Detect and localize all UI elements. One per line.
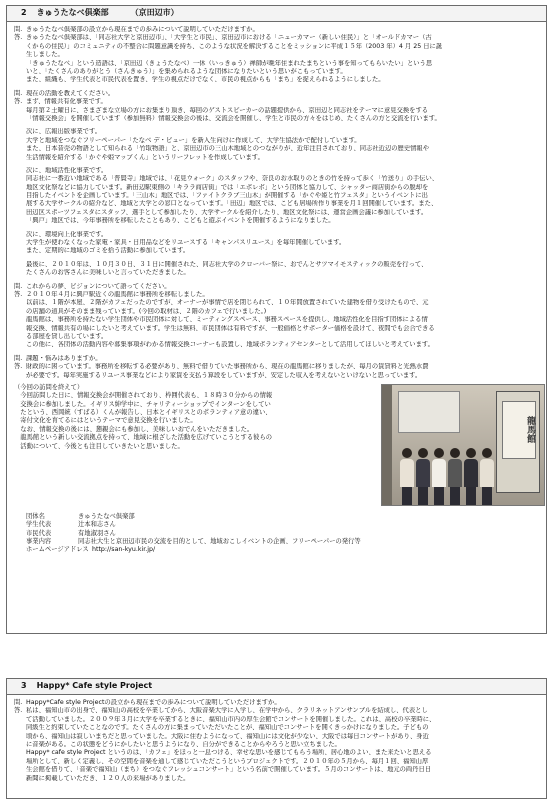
visit-report: [14, 384, 540, 506]
text-line: 同級生と約束していたことなのです。たくさんの方に集まっていただいたことが、福知山でコンサートを開くきっかけになりました。子どもの: [26, 724, 429, 732]
text-line: 新聞に掲載していただき、１２０人の来場がありました。: [26, 774, 190, 782]
text-line: 地区文化祭などに協力しています。新田辺駅東側の「キララ商店街」では「エボレボ」という団体と協力して、シャッター商店街からの脱却を: [26, 183, 429, 191]
answer-label: 答.: [14, 98, 23, 106]
text-line: に音楽がある。この状態をどうにかしたいと思うようになり、自分ができることからやろうと思い立ちました。: [26, 740, 341, 748]
text-line: 次に、地域活性化事業です。: [26, 166, 108, 174]
question-label: 問.: [14, 354, 23, 362]
section-2-title: きゅうたなべ倶楽部: [36, 8, 109, 18]
text-line: まず、情報共有化事業です。: [26, 98, 107, 106]
visit-report-text: [14, 384, 369, 506]
text-line: 次に、広報出版事業です。: [26, 128, 102, 136]
answer-label: 答.: [14, 707, 23, 715]
section-2-qa-list: [14, 26, 540, 380]
text-line: Happy*Cafe style Projectの設立から現在までの歩みについて説明していただけますか。: [26, 699, 281, 706]
visit-text-line: 活動について、今後とも注目していきたいと思いました。: [14, 442, 184, 450]
text-line: 「情報交換会」を開催しています（参加無料）情報交換会の後は、交流会を開催し、学生と市民の方々をはじめ、たくさんの方と交流を行います。: [26, 114, 441, 122]
homepage-link[interactable]: http://san-kyu.kir.jp/: [92, 546, 156, 554]
text-line: この他に、各団体の活動内容や募集事項がわかる情報交換コーナーも設置し、地域ボランティアセンターとして活用してほしいと考えています。: [26, 341, 434, 349]
text-line: 報交換、情報共有の場にしたいと考えています。学生は無料、市民団体は有料ですが、一般価格とサポーター価格を設けて、夜間でも会合できる: [26, 324, 435, 332]
text-line: これからの夢、ビジョンについて語ってください。: [26, 282, 171, 290]
text-line: 次に、環境向上化事業です。: [26, 230, 108, 238]
group-photo: [381, 384, 545, 506]
section-2-location: （京田辺市）: [130, 8, 179, 18]
section-2-body: [6, 22, 547, 634]
question-block: [14, 26, 540, 34]
text-line: たくさんのお客さんに美味しいと言っていただきました。: [26, 269, 190, 277]
text-line: また、組織も、学生代表と市民代表を置き、学生の視点だけでなく、市民の視点からも「まち」を捉えられるようにしました。: [26, 76, 385, 84]
profile-value: 有地淑羽さん: [78, 529, 116, 537]
organization-profile: [26, 513, 540, 555]
visit-text-line: たという、西岡統（すばる）くんが報告し、日本とイギリスとのボランティア意の違い、: [14, 409, 272, 417]
text-line: 財政的に困っています。事務所を移転する必要があり、無料で借りていた事務所から、現在の龍馬館に移りましたが、毎月の賃貸料と光熱水費: [26, 363, 429, 371]
answer-label: 答.: [14, 290, 23, 298]
text-line: 以前は、１階が本屋、２階がカフェだったのですが、オーナーが事情で店を閉じられて、１０年間放置されていた建物を借り受けたもので、元: [26, 299, 429, 307]
question-label: 問.: [14, 26, 23, 33]
section-2-number: 2: [21, 8, 27, 18]
profile-value: きゅうたなべ倶楽部: [78, 512, 135, 520]
section-3-qa-list: [14, 699, 540, 783]
answer-block: [14, 98, 540, 277]
visit-text-line: （今回の訪問を終えて）: [14, 383, 84, 391]
text-line: 「きゅうたなべ」という造語は、「京田辺（きょうたなべ）一休（いっきゅう）禅師が晩年住まれたまちという事を知ってもらいたい」という思: [26, 59, 433, 67]
question-block: [14, 90, 540, 98]
text-line: きゅうたなべ倶楽部の設立から現在までの歩みについて説明していただけますか。: [26, 26, 259, 33]
text-line: 龍馬館は、事務所を持たない学生団体や市民団体に対して、ミーティングスペース、事務スペースを提供し、地域活性化を目指す団体による情: [26, 316, 428, 324]
profile-key: 団体名: [26, 512, 45, 520]
answer-label: 答.: [14, 363, 23, 371]
visit-text-line: 龍馬館という新しい交流拠点を持って、地域に根ざした活動を広げていこうとする彼らの: [14, 434, 273, 442]
text-line: 生活情報を紹介する「かぐや姫マップくん」というリーフレットを作成しています。: [26, 153, 264, 161]
question-block: [14, 699, 540, 707]
text-line: 頃から、福知山は寂しいまちだと思っていました。大阪に住むようになって、福知山には文化が少ない、大阪では毎日コンサートがあり、身近: [26, 732, 429, 740]
text-line: 現在の活動を教えてください。: [26, 89, 115, 97]
text-line: 目指したイベントを企画しています。「三山木」地区では、「ファイトクラブ三山木」が開催する「かぐや姫と竹フェスタ」というイベントに出: [26, 192, 428, 200]
question-block: [14, 355, 540, 363]
text-line: 「興戸」地区では、今年事務所を移転したこともあり、こどもと遊ぶイベントを開催するようになりました。: [26, 217, 335, 225]
section-3-header: [6, 678, 547, 695]
text-line: 生会館を借りて、「音楽で福知山（まち）をつなぐフレッシュコンサート」という名前で開催しています。５月のコンサートは、地元の両丹日日: [26, 766, 432, 774]
profile-key: ホームページアドレス: [26, 546, 89, 554]
profile-row: [26, 546, 540, 554]
text-line: 展する大学サークルの紹介など、地域と大学との窓口となっています。「田辺」地区では、こども居場所作り事業を月１回開催しています。また、: [26, 200, 438, 208]
text-line: 場所として、新しく定義し、その空間を音楽を通して感じていただこうというプロジェクトです。２０１０年の５月から、毎月１回、福知山厚: [26, 757, 429, 765]
visit-text-line: 寄付文化を育てるにはというテーマで意見交換を行いました。: [14, 417, 197, 425]
profile-key: 市民代表: [26, 529, 52, 537]
section-2-header: [6, 5, 547, 22]
question-block: [14, 283, 540, 291]
profile-value: 同志社大生と京田辺市民の交流を目的として、地域おこしイベントの企画、フリーペーパーの発行等: [78, 538, 361, 546]
text-line: きゅうたなべ倶楽部は、「同志社大学と京田辺市」、「大学生と市民」、京田辺市における「ニューカマー（新しい住民）」と「オールドカマー（古: [26, 34, 432, 42]
profile-key: 学生代表: [26, 521, 52, 529]
section-3-title: Happy* Cafe style Project: [36, 681, 153, 691]
question-label: 問.: [14, 699, 23, 706]
profile-value: 辻本和志さん: [78, 521, 116, 529]
text-line: が必要です。毎年実施するリユース事業などにより家賃を支払う算段をしていますが、安定した収入を考えないといけないと思っています。: [26, 371, 422, 379]
text-line: 同志社に一番近い地域である「普賢寺」地域では、「花見ウォーク」のスタッフや、奈良のお水取りのときの竹を持って歩く「竹送り」の手伝い、: [26, 175, 439, 183]
text-line: また、日本昔売の物語として知られる「竹取物語」と、京田辺市の三山木地域とのつながりが、近年注目されており、同志社近辺の歴史情報や: [26, 145, 429, 153]
text-line: の店舗の道具がそのまま残っています。(今回の取材は、２階のカフェで行いました。): [26, 307, 267, 315]
profile-row: [26, 521, 540, 529]
answer-label: 答.: [14, 34, 23, 42]
question-label: 問.: [14, 89, 23, 97]
answer-block: [14, 707, 540, 783]
poster-sign: 龍馬館: [502, 401, 536, 459]
visit-text-line: なお、情報交換の後には、懇親会にも参加し、美味しいおでんをいただきました。: [14, 425, 254, 433]
profile-row: [26, 538, 540, 546]
text-line: いと、「たくさんのありがとう（さんきゅう）」を集められるような団体になりたいという思いがこもっています。: [26, 67, 347, 75]
text-line: 生しました。: [26, 51, 64, 59]
text-line: 田辺区スポーツフェスタにスタッフ、選手として参加したり、大学サークルを紹介したり、地区文化祭には、運営企画会議に参加しています。: [26, 208, 428, 216]
visit-text-line: 今回訪問した日に、情報交換会が開催されており、枠囲代表も、１８時３０分からの情報: [14, 392, 273, 400]
section-3-body: [6, 695, 547, 799]
text-line: 大学生が使わなくなった家電・家具・日用品などをリユースする「キャンパスリユース」を毎年開催しています。: [26, 239, 346, 247]
text-line: て活動していました。２００９年３月に大学を卒業するときに、福知山市内の厚生会館でコンサートを開催しました。これは、高校の卒業時に、: [26, 715, 436, 723]
text-line: 私は、福知山市の出身で、福知山の高校を卒業してから、大阪音楽大学に入学し、在学中から、クラリネットアンサンブルを結成し、代表とし: [26, 707, 428, 715]
profile-row: [26, 530, 540, 538]
answer-block: [14, 363, 540, 380]
text-line: 大学と地域をつなぐフリーペーパー「たなべ デ・ビュー」を新入生向けに作成して、大学生協法かで配付しています。: [26, 136, 361, 144]
text-line: Happy* cafe style Project というのは、「カフェ」をほっと一息つける、幸せな思いを感じてもらう場所、居心地のよい、また来たいと思える: [26, 749, 432, 757]
text-line: くからの住民）」のコミュニティの不整合に問題意識を持ち、このような状況を解決することをミッションに平成１５年（2003 年）4 月 25 日に誕: [26, 42, 443, 50]
answer-block: [14, 291, 540, 350]
text-line: ２０１０年４月に興戸駅近くの龍馬館に事務所を移転しました。: [26, 290, 209, 298]
visit-text-line: 交換会に参加しました。イギリス紳学中に、チャリティーショップでインターンをしてい: [14, 400, 271, 408]
text-line: る部屋を貸し出しています。: [26, 332, 108, 340]
answer-block: [14, 34, 540, 84]
text-line: 毎月第２土曜日に、さまざまな立場の方にお集まり頂き、毎回のゲストスピーカーの話題提供から、京田辺と同志社をテーマに意見交換をする: [26, 106, 429, 114]
text-line: また、定期的に地域のゴミを拾う活動に参加しています。: [26, 247, 190, 255]
section-3-number: 3: [21, 681, 27, 691]
profile-key: 事業内容: [26, 538, 52, 546]
text-line: 最後に、２０１０年は、１０月３０日、３１日に開催された、同志社大学のクローバー祭に、おでんとサツマイモスティックの販売を行って、: [26, 260, 428, 268]
text-line: 課題・悩みはありますか。: [26, 354, 102, 362]
question-label: 問.: [14, 282, 23, 290]
